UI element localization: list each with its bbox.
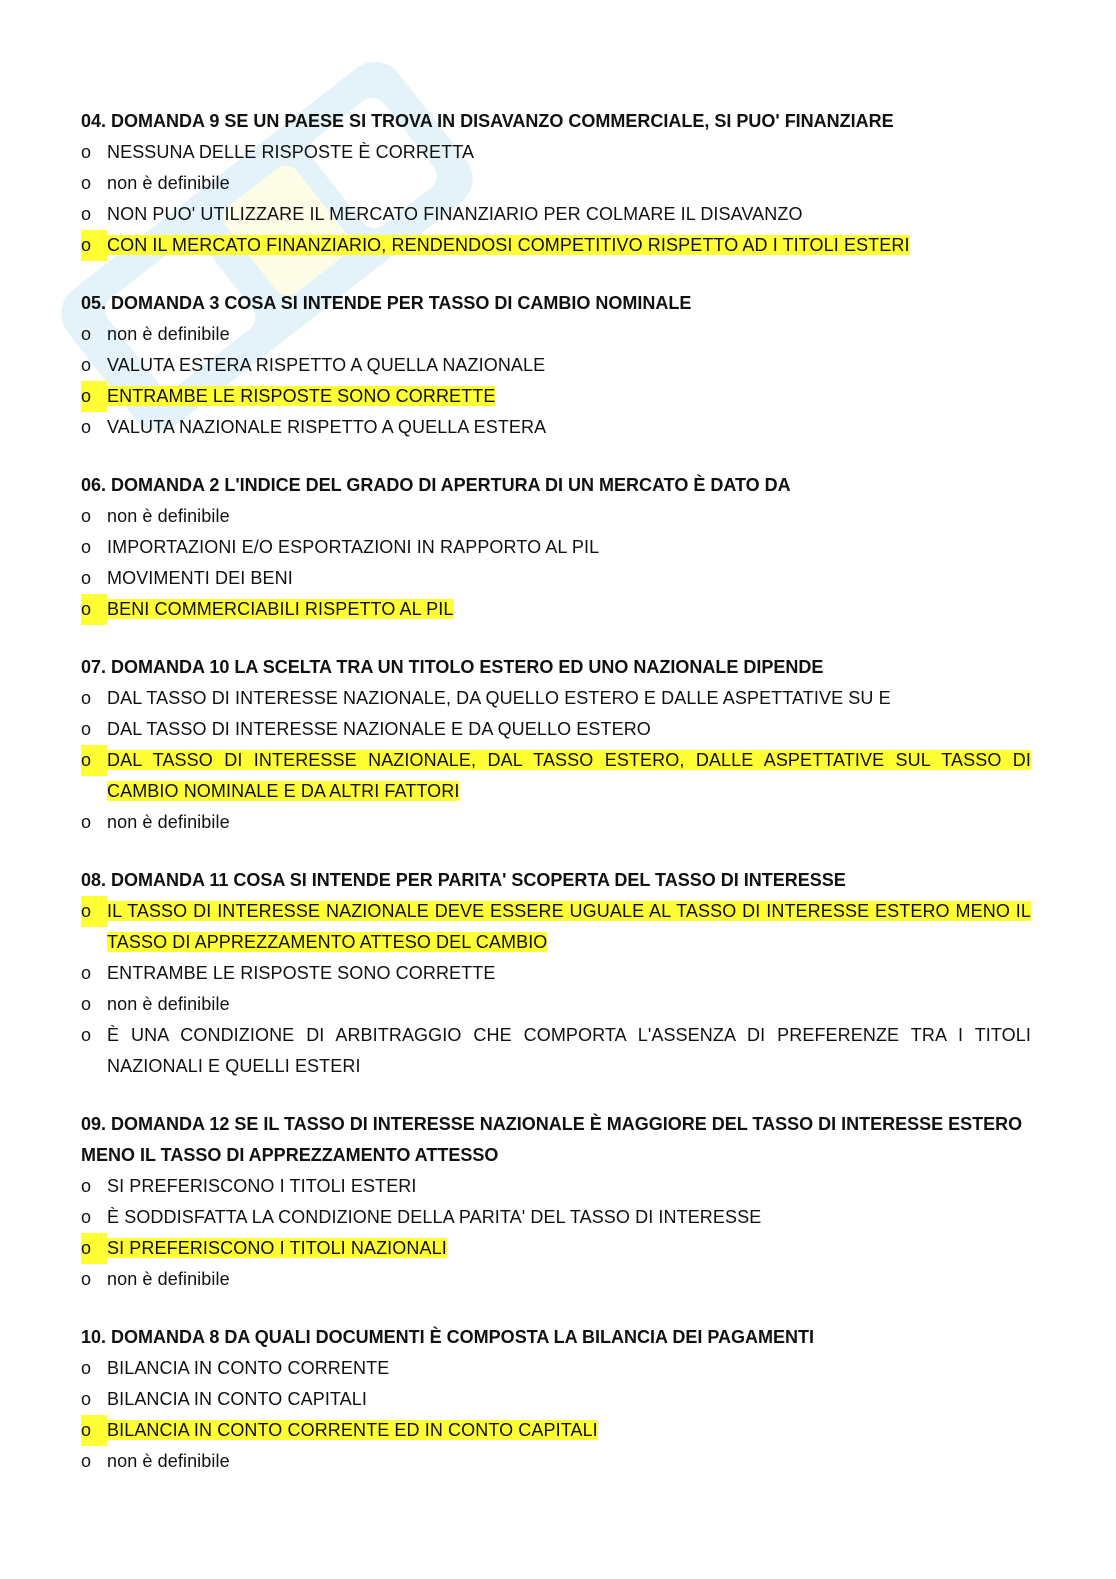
bullet-icon: o — [81, 142, 92, 162]
bullet-icon: o — [81, 745, 107, 776]
answer-option — [81, 199, 1031, 230]
answer-options — [81, 683, 1031, 838]
question-title: 05. DOMANDA 3 COSA SI INTENDE PER TASSO DI CAMBIO NOMINALE — [81, 293, 692, 313]
answer-option — [81, 532, 1031, 563]
answer-option — [81, 1446, 1031, 1477]
answer-option — [81, 1171, 1031, 1202]
bullet-icon: o — [81, 1176, 92, 1196]
bullet-icon: o — [81, 204, 92, 224]
answer-text: non è definibile — [107, 1269, 230, 1289]
answer-option — [81, 319, 1031, 350]
bullet-icon: o — [81, 1451, 92, 1471]
question-title: 10. DOMANDA 8 DA QUALI DOCUMENTI È COMPOSTA LA BILANCIA DEI PAGAMENTI — [81, 1327, 815, 1347]
answer-option — [81, 807, 1031, 838]
bullet-icon: o — [81, 1389, 92, 1409]
question-block — [81, 1322, 1031, 1477]
bullet-icon: o — [81, 594, 107, 625]
answer-text: BENI COMMERCIABILI RISPETTO AL PIL — [107, 599, 454, 619]
answer-option-correct — [81, 381, 1031, 412]
answer-text: DAL TASSO DI INTERESSE NAZIONALE, DA QUELLO ESTERO E DALLE ASPETTATIVE SU E — [107, 688, 891, 708]
question-block — [81, 1109, 1031, 1295]
bullet-icon: o — [81, 896, 107, 927]
answer-text: BILANCIA IN CONTO CAPITALI — [107, 1389, 367, 1409]
answer-option — [81, 168, 1031, 199]
question-title: 07. DOMANDA 10 LA SCELTA TRA UN TITOLO ESTERO ED UNO NAZIONALE DIPENDE — [81, 657, 824, 677]
answer-text: SI PREFERISCONO I TITOLI ESTERI — [107, 1176, 417, 1196]
answer-option — [81, 1020, 1031, 1082]
answer-text: IMPORTAZIONI E/O ESPORTAZIONI IN RAPPORTO AL PIL — [107, 537, 600, 557]
answer-text: BILANCIA IN CONTO CORRENTE — [107, 1358, 390, 1378]
question-block — [81, 865, 1031, 1082]
answer-text: VALUTA NAZIONALE RISPETTO A QUELLA ESTERA — [107, 417, 547, 437]
answer-text: non è definibile — [107, 994, 230, 1014]
answer-option-correct — [81, 1415, 1031, 1446]
answer-option — [81, 1353, 1031, 1384]
answer-text: non è definibile — [107, 506, 230, 526]
answer-text: SI PREFERISCONO I TITOLI NAZIONALI — [107, 1238, 447, 1258]
answer-text: VALUTA ESTERA RISPETTO A QUELLA NAZIONALE — [107, 355, 546, 375]
answer-option — [81, 989, 1031, 1020]
question-title: 04. DOMANDA 9 SE UN PAESE SI TROVA IN DISAVANZO COMMERCIALE, SI PUO' FINANZIARE — [81, 111, 894, 131]
question-block — [81, 470, 1031, 625]
answer-text: CON IL MERCATO FINANZIARIO, RENDENDOSI COMPETITIVO RISPETTO AD I TITOLI ESTERI — [107, 235, 910, 255]
bullet-icon: o — [81, 381, 107, 412]
bullet-icon: o — [81, 963, 92, 983]
bullet-icon: o — [81, 1025, 92, 1045]
bullet-icon: o — [81, 355, 92, 375]
answer-text: ENTRAMBE LE RISPOSTE SONO CORRETTE — [107, 386, 496, 406]
bullet-icon: o — [81, 506, 92, 526]
question-title: 08. DOMANDA 11 COSA SI INTENDE PER PARITA' SCOPERTA DEL TASSO DI INTERESSE — [81, 870, 846, 890]
question-block — [81, 288, 1031, 443]
answer-text: NESSUNA DELLE RISPOSTE È CORRETTA — [107, 142, 475, 162]
answer-option-correct — [81, 896, 1031, 958]
answer-option — [81, 714, 1031, 745]
bullet-icon: o — [81, 230, 107, 261]
answer-options — [81, 896, 1031, 1082]
bullet-icon: o — [81, 324, 92, 344]
answer-option — [81, 1202, 1031, 1233]
bullet-icon: o — [81, 812, 92, 832]
answer-options — [81, 1171, 1031, 1295]
answer-options — [81, 1353, 1031, 1477]
question-title: 09. DOMANDA 12 SE IL TASSO DI INTERESSE NAZIONALE È MAGGIORE DEL TASSO DI INTERESSE ESTERO MENO IL TASSO DI APPREZZAMENTO ATTESSO — [81, 1114, 1023, 1165]
bullet-icon: o — [81, 173, 92, 193]
answer-text: NON PUO' UTILIZZARE IL MERCATO FINANZIARIO PER COLMARE IL DISAVANZO — [107, 204, 803, 224]
answer-text: MOVIMENTI DEI BENI — [107, 568, 293, 588]
bullet-icon: o — [81, 1207, 92, 1227]
answer-option — [81, 350, 1031, 381]
answer-option-correct — [81, 1233, 1031, 1264]
question-block — [81, 106, 1031, 261]
bullet-icon: o — [81, 1233, 107, 1264]
bullet-icon: o — [81, 719, 92, 739]
answer-text: non è definibile — [107, 173, 230, 193]
answer-option — [81, 412, 1031, 443]
bullet-icon: o — [81, 417, 92, 437]
question-block — [81, 652, 1031, 838]
answer-text: non è definibile — [107, 324, 230, 344]
bullet-icon: o — [81, 688, 92, 708]
answer-text: DAL TASSO DI INTERESSE NAZIONALE, DAL TASSO ESTERO, DALLE ASPETTATIVE SUL TASSO DI CAMBIO NOMINALE E DA ALTRI FATTORI — [107, 750, 1031, 801]
answer-options — [81, 137, 1031, 261]
bullet-icon: o — [81, 1415, 107, 1446]
answer-text: DAL TASSO DI INTERESSE NAZIONALE E DA QUELLO ESTERO — [107, 719, 651, 739]
answer-option — [81, 563, 1031, 594]
answer-text: È SODDISFATTA LA CONDIZIONE DELLA PARITA' DEL TASSO DI INTERESSE — [107, 1207, 762, 1227]
answer-option — [81, 501, 1031, 532]
answer-options — [81, 501, 1031, 625]
answer-options — [81, 319, 1031, 443]
answer-text: BILANCIA IN CONTO CORRENTE ED IN CONTO CAPITALI — [107, 1420, 598, 1440]
bullet-icon: o — [81, 1269, 92, 1289]
answer-option — [81, 958, 1031, 989]
answer-text: non è definibile — [107, 1451, 230, 1471]
answer-option-correct — [81, 230, 1031, 261]
question-title: 06. DOMANDA 2 L'INDICE DEL GRADO DI APERTURA DI UN MERCATO È DATO DA — [81, 475, 791, 495]
bullet-icon: o — [81, 994, 92, 1014]
answer-text: non è definibile — [107, 812, 230, 832]
answer-text: IL TASSO DI INTERESSE NAZIONALE DEVE ESSERE UGUALE AL TASSO DI INTERESSE ESTERO MENO IL TASSO DI APPREZZAMENTO ATTESO DEL CAMBIO — [107, 901, 1031, 952]
quiz-document — [81, 106, 1031, 1504]
answer-option — [81, 683, 1031, 714]
answer-option-correct — [81, 745, 1031, 807]
answer-text: ENTRAMBE LE RISPOSTE SONO CORRETTE — [107, 963, 496, 983]
bullet-icon: o — [81, 537, 92, 557]
answer-option — [81, 137, 1031, 168]
bullet-icon: o — [81, 1358, 92, 1378]
answer-option-correct — [81, 594, 1031, 625]
answer-text: È UNA CONDIZIONE DI ARBITRAGGIO CHE COMPORTA L'ASSENZA DI PREFERENZE TRA I TITOLI NAZIONALI E QUELLI ESTERI — [107, 1025, 1031, 1076]
bullet-icon: o — [81, 568, 92, 588]
answer-option — [81, 1264, 1031, 1295]
answer-option — [81, 1384, 1031, 1415]
